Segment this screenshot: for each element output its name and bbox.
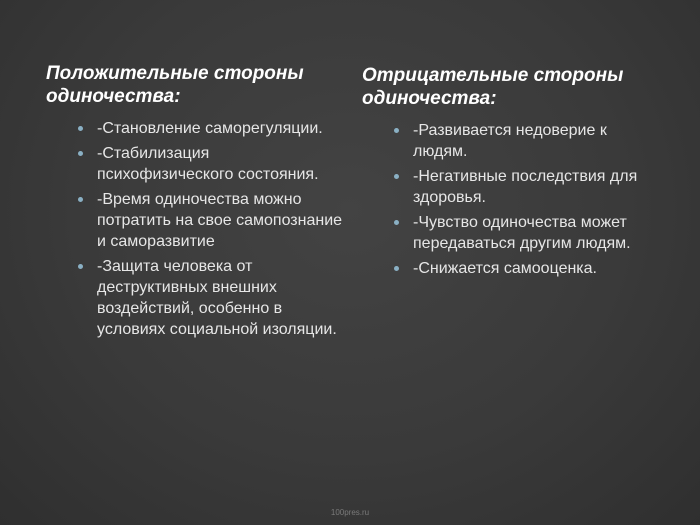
positive-list — [78, 118, 346, 340]
bullet-icon — [394, 266, 399, 271]
list-item — [78, 256, 347, 340]
list-item-text: -Стабилизация психофизического состояния. — [97, 145, 319, 183]
list-item — [78, 118, 347, 139]
list-item — [394, 120, 653, 162]
list-item — [78, 189, 347, 252]
list-item — [394, 212, 653, 254]
list-item — [394, 258, 653, 279]
bullet-icon — [394, 174, 399, 179]
negative-list — [394, 120, 662, 279]
negative-column — [362, 62, 662, 283]
list-item-text: -Чувство одиночества может передаваться другим людям. — [413, 214, 631, 252]
list-item — [78, 143, 347, 185]
list-item-text: -Снижается самооценка. — [413, 260, 597, 277]
list-item-text: -Негативные последствия для здоровья. — [413, 168, 638, 206]
list-item-text: -Развивается недоверие к людям. — [413, 122, 607, 160]
bullet-icon — [78, 151, 83, 156]
bullet-icon — [78, 126, 83, 131]
list-item — [394, 166, 653, 208]
positive-column — [46, 62, 346, 344]
list-item-text: -Защита человека от деструктивных внешних воздействий, особенно в условиях социальной изоляции. — [97, 258, 337, 338]
bullet-icon — [78, 197, 83, 202]
list-item-text: -Время одиночества можно потратить на свое самопознание и саморазвитие — [97, 191, 343, 250]
list-item-text: -Становление саморегуляции. — [97, 120, 323, 137]
positive-heading: Положительные стороны одиночества: — [46, 63, 304, 107]
bullet-icon — [394, 220, 399, 225]
bullet-icon — [78, 264, 83, 269]
negative-heading: Отрицательные стороны одиночества: — [362, 65, 624, 109]
watermark: 100pres.ru — [330, 508, 370, 517]
bullet-icon — [394, 128, 399, 133]
